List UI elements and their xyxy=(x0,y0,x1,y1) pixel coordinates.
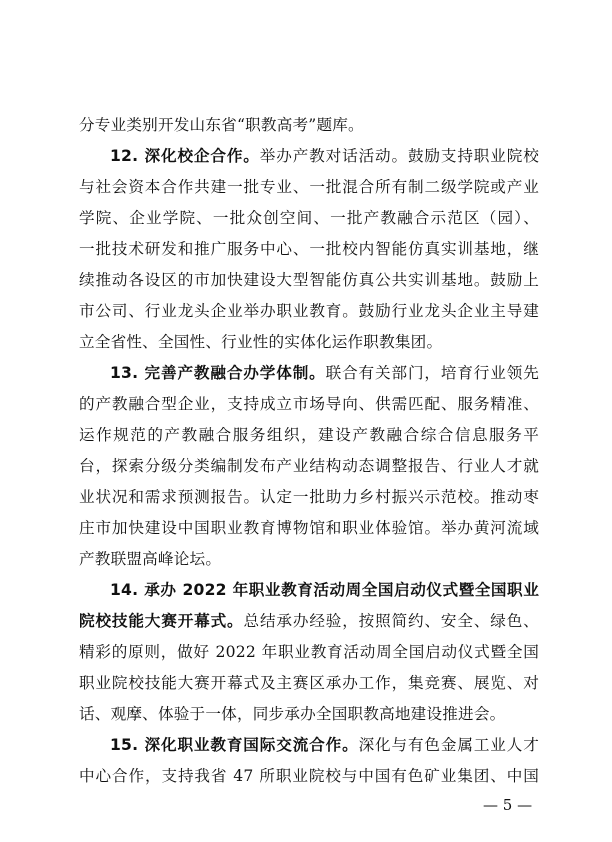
text-line: 续推动各设区的市加快建设大型智能仿真公共实训基地。鼓励上 xyxy=(79,271,539,289)
item-14-second-line xyxy=(79,611,539,631)
text-line: 分专业类别开发山东省“职教高考”题库。 xyxy=(79,116,364,134)
item-14-text: 总结承办经验，按照简约、安全、绿色、 xyxy=(243,612,539,630)
item-12-first-line xyxy=(110,146,539,166)
item-15-heading: 15. 深化职业教育国际交流合作。 xyxy=(110,736,359,754)
item-12-heading: 12. 深化校企合作。 xyxy=(110,147,260,165)
text-line: 中心合作，支持我省 47 所职业院校与中国有色矿业集团、中国 xyxy=(79,767,539,785)
item-14-heading-line-1: 14. 承办 2022 年职业教育活动周全国启动仪式暨全国职业 xyxy=(110,581,539,599)
text-line: 精彩的原则，做好 2022 年职业教育活动周全国启动仪式暨全国 xyxy=(79,643,539,661)
text-line: 运作规范的产教融合服务组织，建设产教融合综合信息服务平 xyxy=(79,426,539,444)
text-line: 一批技术研发和推广服务中心、一批校内智能仿真实训基地，继 xyxy=(79,240,539,258)
text-line: 业状况和需求预测报告。认定一批助力乡村振兴示范校。推动枣 xyxy=(79,488,539,506)
item-15-text: 深化与有色金属工业人才 xyxy=(358,736,539,754)
item-15-first-line xyxy=(110,735,539,755)
text-line: 职业院校技能大赛开幕式及主赛区承办工作，集竞赛、展览、对 xyxy=(79,674,539,692)
text-line: 产教联盟高峰论坛。 xyxy=(79,550,222,568)
text-line: 庄市加快建设中国职业教育博物馆和职业体验馆。举办黄河流域 xyxy=(79,519,539,537)
text-line: 话、观摩、体验于一体，同步承办全国职教高地建设推进会。 xyxy=(79,705,506,723)
text-line: 市公司、行业龙头企业举办职业教育。鼓励行业龙头企业主导建 xyxy=(79,302,539,320)
page-number: — 5 — xyxy=(483,796,533,814)
item-12-text: 举办产教对话活动。鼓励支持职业院校 xyxy=(259,147,539,165)
item-13-text: 联合有关部门，培育行业领先 xyxy=(325,364,539,382)
item-14-heading-line-2: 院校技能大赛开幕式。 xyxy=(79,612,244,630)
text-line: 台，探索分级分类编制发布产业结构动态调整报告、行业人才就 xyxy=(79,457,539,475)
item-13-first-line xyxy=(110,363,539,383)
text-line: 立全省性、全国性、行业性的实体化运作职教集团。 xyxy=(79,333,443,351)
item-13-heading: 13. 完善产教融合办学体制。 xyxy=(110,364,326,382)
text-line: 学院、企业学院、一批众创空间、一批产教融合示范区（园）、 xyxy=(79,209,539,227)
text-line: 的产教融合型企业，支持成立市场导向、供需匹配、服务精准、 xyxy=(79,395,539,413)
text-line: 与社会资本合作共建一批专业、一批混合所有制二级学院或产业 xyxy=(79,178,539,196)
